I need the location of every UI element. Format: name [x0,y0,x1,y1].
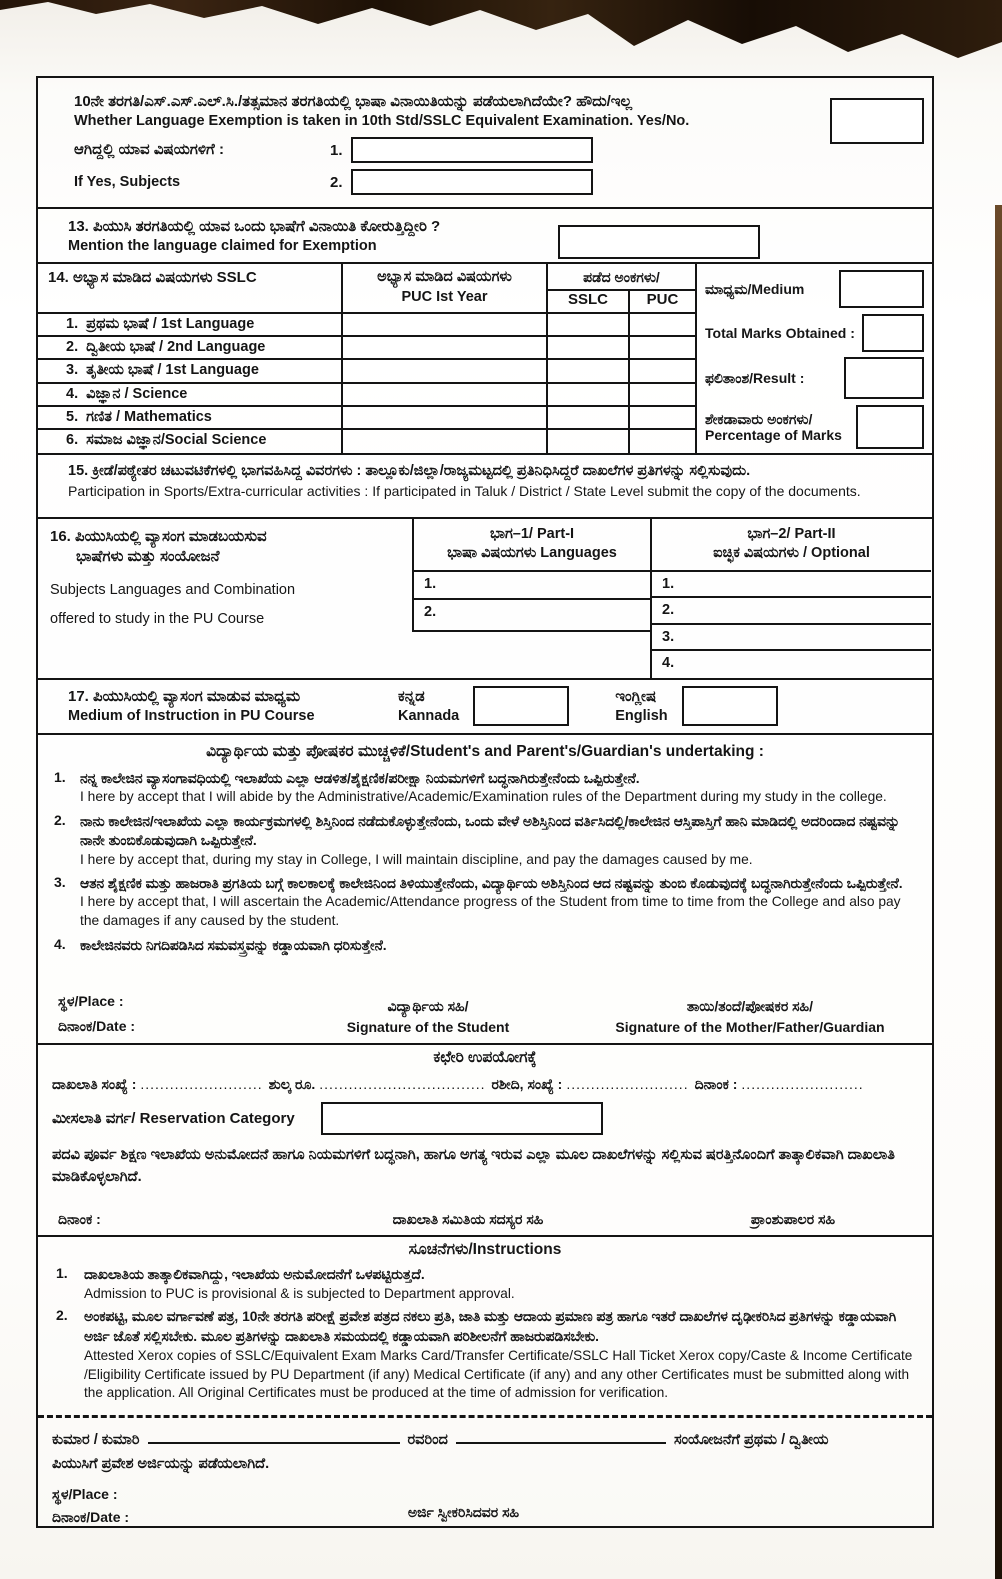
admission-no-label: ದಾಖಲಾತಿ ಸಂಖ್ಯೆ : [52,1076,137,1093]
section-15-sports [38,455,932,518]
section-13-language-claimed [38,209,932,264]
col-sslc-subheader: SSLC [548,291,630,314]
sslc-marks-cell[interactable] [548,430,630,453]
fee-fill[interactable]: .................................. [319,1076,486,1093]
sslc-marks-cell[interactable] [548,337,630,360]
result-input-box[interactable] [844,357,924,399]
reservation-row [52,1102,918,1135]
part2-row-1[interactable]: 1. [652,572,931,599]
puc-marks-cell[interactable] [630,360,697,383]
receipt-no-label: ರಶೀದಿ, ಸಂಖ್ಯೆ : [491,1076,563,1093]
puc-marks-cell[interactable] [630,337,697,360]
slip-bottom-row [52,1480,918,1526]
fee-label: ಶುಲ್ಕ ರೂ. [268,1076,316,1093]
course-fill-line[interactable] [456,1428,666,1444]
section-14-subjects-table [38,264,932,455]
kannada-medium-checkbox[interactable] [473,686,569,726]
q17-label [68,687,398,726]
row-label: ಗಣಿತ / Mathematics [86,408,212,425]
part2-row-3[interactable]: 3. [652,625,931,652]
col-puc-header-kn: ಅಭ್ಯಾಸ ಮಾಡಿದ ವಿಷಯಗಳು [377,269,512,286]
kannada-label-kn: ಕನ್ನಡ [398,687,425,705]
slip-place-date [52,1480,129,1526]
item-number: 3. [54,874,66,891]
item-text-kn: ನಾನು ಕಾಲೇಜಿನ/ಇಲಾಖೆಯ ಎಲ್ಲಾ ಕಾರ್ಯಕ್ರಮಗಳಲ್ಲಿ ಶಿಸ್ತಿನಿಂದ ನಡೆದುಕೊಳ್ಳುತ್ತೇನೆಂದು, ಒಂದು ವೇಳೆ ಅಶಿಸ್ತಿನಿಂದ ವರ್ತಿಸಿದಲ್ಲಿ/ಕಾಲೇಜಿನ ಆಸ್ತಿಪಾಸ್ತಿಗೆ ಹಾನಿ ಮಾಡಿದಲ್ಲಿ ಅದರಿಂದಾದ ನಷ್ಟವನ್ನು ನಾನೇ ತುಂಬಿಕೊಡುವುದಾಗಿ ಒಪ್ಪಿರುತ್ತೇನೆ. [80,813,900,849]
puc-marks-cell[interactable] [630,384,697,407]
row-label: ತೃತೀಯ ಭಾಷೆ / 1st Language [86,362,259,379]
puc-subject-cell[interactable] [343,384,548,407]
q17-label-en: Medium of Instruction in PU Course [68,707,315,724]
sslc-marks-cell[interactable] [548,314,630,337]
office-provisional-paragraph: ಪದವಿ ಪೂರ್ವ ಶಿಕ್ಷಣ ಇಲಾಖೆಯ ಅನುಮೋದನೆ ಹಾಗೂ ನಿಯಮಗಳಿಗೆ ಬದ್ಧನಾಗಿ, ಹಾಗೂ ಅಗತ್ಯ ಇರುವ ಎಲ್ಲಾ ಮೂಲ ದಾಖಲೆಗಳನ್ನು ಸಲ್ಲಿಸುವ ಷರತ್ತಿನೊಂದಿಗೆ ತಾತ್ಕಾಲಿಕವಾಗಿ ದಾಖಲಾತಿ ಮಾಡಿಕೊಳ್ಳಲಾಗಿದೆ. [52,1147,895,1186]
kumar-label: ಕುಮಾರ / ಕುಮಾರಿ [52,1432,140,1449]
puc-marks-cell[interactable] [630,430,697,453]
part2-optional-column [650,519,931,680]
section-17-medium [38,680,932,735]
item-text-en: Admission to PUC is provisional & is subjected to Department approval. [84,1286,515,1302]
part1-languages-column [412,519,650,632]
undertaking-item [48,769,922,807]
q15-label-en: Participation in Sports/Extra-curricular activities : If participated in Taluk / District / State Level submit the copy of the documents. [68,482,861,499]
q15-label-kn: 15. ಕ್ರೀಡೆ/ಪಠ್ಯೇತರ ಚಟುವಟಿಕೆಗಳಲ್ಲಿ ಭಾಗವಹಿಸಿದ್ದ ವಿವರಗಳು : ತಾಲ್ಲೂಕು/ಜಿಲ್ಲಾ/ರಾಜ್ಯಮಟ್ಟದಲ್ಲಿ ಪ್ರತಿನಿಧಿಸಿದ್ದರೆ ದಾಖಲೆಗಳ ಪ್ರತಿಗಳನ್ನು ಸಲ್ಲಿಸುವುದು. [68,463,751,480]
parent-sig-kn: ತಾಯಿ/ತಂದೆ/ಪೋಷಕರ ಸಹಿ/ [686,998,814,1015]
section-office-use [38,1045,932,1237]
item-text-kn: ಅಂಕಪಟ್ಟಿ, ಮೂಲ ವರ್ಗಾವಣೆ ಪತ್ರ, 10ನೇ ತರಗತಿ ಪರೀಕ್ಷೆ ಪ್ರವೇಶ ಪತ್ರದ ನಕಲು ಪ್ರತಿ, ಜಾತಿ ಮತ್ತು ಆದಾಯ ಪ್ರಮಾಣ ಪತ್ರ ಹಾಗೂ ಇತರೆ ದಾಖಲೆಗಳ ದೃಢೀಕರಿಸಿದ ಪ್ರತಿಗಳನ್ನು ಕಡ್ಡಾಯವಾಗಿ ಅರ್ಜಿ ಜೊತೆ ಸಲ್ಲಿಸಬೇಕು. ಮೂಲ ಪ್ರತಿಗಳನ್ನು ದಾಖಲಾತಿ ಸಮಯದಲ್ಲಿ ಕಡ್ಡಾಯವಾಗಿ ಪರಿಶೀಲನೆಗೆ ಹಾಜರುಪಡಿಸಬೇಕು. [84,1309,897,1345]
col-subjects-sslc-header: 14. ಅಭ್ಯಾಸ ಮಾಡಿದ ವಿಷಯಗಳು SSLC [38,264,343,314]
percentage-label-en: Percentage of Marks [705,427,842,444]
from-label: ರವರಿಂದ [407,1432,448,1449]
puc-subject-cell[interactable] [343,314,548,337]
part2-title: ಭಾಗ–2/ Part-II [747,525,836,542]
item-text-kn: ಕಾಲೇಜಿನವರು ನಿಗದಿಪಡಿಸಿದ ಸಮವಸ್ತ್ರವನ್ನು ಕಡ್ಡಾಯವಾಗಿ ಧರಿಸುತ್ತೇನೆ. [80,937,387,953]
instructions-title: ಸೂಚನೆಗಳು/Instructions [408,1241,562,1259]
row-label: ದ್ವಿತೀಯ ಭಾಷೆ / 2nd Language [86,339,266,356]
subjects-marks-table [38,264,932,453]
slip-line2: ಪಿಯುಸಿಗೆ ಪ್ರವೇಶ ಅರ್ಜಿಯನ್ನು ಪಡೆಯಲಾಗಿದೆ. [52,1456,270,1473]
item-number: 1. [56,1265,68,1282]
percentage-input-box[interactable] [856,405,924,449]
item-text-kn: ನನ್ನ ಕಾಲೇಜಿನ ವ್ಯಾಸಂಗಾವಧಿಯಲ್ಲಿ ಇಲಾಖೆಯ ಎಲ್ಲಾ ಆಡಳಿತ/ಶೈಕ್ಷಣಿಕ/ಪರೀಕ್ಷಾ ನಿಯಮಗಳಿಗೆ ಬದ್ಧನಾಗಿರುತ್ತೇನೆಂದು ಒಪ್ಪಿರುತ್ತೇನೆ. [80,770,640,786]
q16-left-text [50,527,406,629]
q13-language-input-box[interactable] [558,225,760,259]
undertaking-item [48,936,922,955]
instruction-item [48,1265,922,1303]
item-number: 4. [54,935,66,952]
english-medium-checkbox[interactable] [682,686,778,726]
puc-subject-cell[interactable] [343,407,548,430]
q16-label-kn2: ಭಾಷೆಗಳು ಮತ್ತು ಸಂಯೋಜನೆ [76,547,220,565]
exemption-question-en: Whether Language Exemption is taken in 10th Std/SSLC Equivalent Examination. Yes/No. [74,113,690,130]
undertaking-title: ವಿದ್ಯಾರ್ಥಿಯ ಮತ್ತು ಪೋಷಕರ ಮುಚ್ಚಳಿಕೆ/Student's and Parent's/Guardian's undertaking : [206,742,764,760]
english-label-en: English [615,707,668,724]
item-text-en: I here by accept that, during my stay in College, I will maintain discipline, and pay the damages caused by me. [80,851,753,867]
item-text-kn: ಆತನ ಶೈಕ್ಷಣಿಕ ಮತ್ತು ಹಾಜರಾತಿ ಪ್ರಗತಿಯ ಬಗ್ಗೆ ಕಾಲಕಾಲಕ್ಕೆ ಕಾಲೇಜಿನಿಂದ ತಿಳಿಯುತ್ತೇನೆಂದು, ವಿದ್ಯಾರ್ಥಿಯ ಅಶಿಸ್ತಿನಿಂದ ಆದ ನಷ್ಟವನ್ನು ತುಂಬಿ ಕೊಡುವುದಕ್ಕೆ ಬದ್ಧನಾಗಿರುತ್ತೇನೆಂದು ಒಪ್ಪಿರುತ್ತೇನೆ. [80,876,903,892]
col-puc-subheader: PUC [630,291,697,314]
part2-header [652,519,931,572]
row-no: 6. [66,432,79,448]
office-use-title: ಕಛೇರಿ ಉಪಯೋಗಕ್ಕೆ [433,1049,537,1067]
undertaking-item [48,812,922,869]
section-acknowledgment-slip [38,1415,932,1526]
parent-sig-en: Signature of the Mother/Father/Guardian [615,1019,885,1036]
subject-row-label [38,407,343,430]
row-no: 1. [66,316,79,333]
slip-line1 [52,1428,918,1448]
marks-summary-panel [697,264,932,453]
committee-signature-label[interactable]: ದಾಖಲಾತಿ ಸಮಿತಿಯ ಸದಸ್ಯರ ಸಹಿ [392,1210,544,1227]
q17-label-kn: 17. ಪಿಯುಸಿಯಲ್ಲಿ ವ್ಯಾಸಂಗ ಮಾಡುವ ಮಾಧ್ಯಮ [68,687,301,705]
subject1-input-box[interactable] [351,137,593,163]
subject-row-label [38,384,343,407]
section-language-exemption [38,78,932,209]
place-date-block [48,985,278,1035]
row-no: 5. [66,408,79,425]
sslc-marks-cell[interactable] [548,407,630,430]
admission-no-fill[interactable]: ......................... [140,1076,263,1093]
part1-row-2[interactable]: 2. [424,603,437,620]
col-puc-header-en: PUC Ist Year [401,288,488,305]
subject2-input-box[interactable] [351,169,593,195]
q13-label-en: Mention the language claimed for Exemption [68,237,377,254]
parent-signature-block[interactable] [578,998,922,1035]
undertaking-item [48,874,922,931]
part1-subtitle: ಭಾಷಾ ವಿಷಯಗಳು Languages [447,545,617,562]
item-text-en: Attested Xerox copies of SSLC/Equivalent Exam Marks Card/Transfer Certificate/SSLC Hall Ticket Xerox copy/Caste & Income Certificate /Eligibility Certificate issued by PU Department (if any) Medical Certificate (if any) and any other Certificates must be submitted along with the application. All Original Certificates must be produced at the time of admission for verification. [84,1348,913,1401]
section-16-combination [38,519,932,680]
part2-row-4[interactable]: 4. [662,655,675,672]
receipt-no-fill[interactable]: ......................... [566,1076,689,1093]
student-sig-kn: ವಿದ್ಯಾರ್ಥಿಯ ಸಹಿ/ [387,998,469,1015]
row-no: 2. [66,339,79,356]
english-option-label [615,687,667,726]
student-name-fill-line[interactable] [148,1428,400,1444]
part2-row-2[interactable]: 2. [652,598,931,625]
item-number: 2. [56,1307,68,1324]
admission-form-sheet [36,76,934,1528]
item-text-en: I here by accept that, I will ascertain the Academic/Attendance progress of the Student from time to time from the College and also pay the damages if any caused by the student. [80,894,901,929]
part2-subtitle: ಐಚ್ಛಿಕ ವಿಷಯಗಳು / Optional [713,545,870,562]
subject-row-label [38,314,343,337]
office-date-fill[interactable]: ......................... [741,1076,864,1093]
item-text-en: I here by accept that I will abide by the Administrative/Academic/Examination rules of the Department during my study in the college. [80,789,887,805]
photo-background-torn-edge [0,0,1002,64]
q13-label-kn: 13. ಪಿಯುಸಿ ತರಗತಿಯಲ್ಲಿ ಯಾವ ಒಂದು ಭಾಷೆಗೆ ವಿನಾಯಿತಿ ಕೋರುತ್ತಿದ್ದೀರಿ ? [68,217,441,235]
puc-subject-cell[interactable] [343,430,548,453]
slip-place-label: ಸ್ಥಳ/Place : [52,1486,118,1503]
office-date2-label: ದಿನಾಂಕ : [58,1210,101,1227]
percentage-label-kn: ಶೇಕಡಾವಾರು ಅಂಕಗಳು/ [705,411,813,428]
q16-label-kn1: 16. ಪಿಯುಸಿಯಲ್ಲಿ ವ್ಯಾಸಂಗ ಮಾಡಬಯಸುವ [50,527,267,545]
kannada-label-en: Kannada [398,707,460,724]
section-instructions [38,1237,932,1415]
application-receiver-signature[interactable]: ಅರ್ಜಿ ಸ್ವೀಕರಿಸಿದವರ ಸಹಿ [407,1504,520,1521]
office-date-label: ದಿನಾಂಕ : [694,1076,738,1093]
sslc-marks-cell[interactable] [548,360,630,383]
english-label-kn: ಇಂಗ್ಲೀಷ [615,687,657,705]
percentage-label [705,411,842,443]
total-marks-input-box[interactable] [862,314,924,352]
row-no: 3. [66,362,79,379]
row-label: ವಿಜ್ಞಾನ / Science [86,385,188,402]
subject2-number: 2. [330,173,343,191]
item-number: 1. [54,768,66,785]
principal-signature-label[interactable]: ಪ್ರಾಂಶುಪಾಲರ ಸಹಿ [750,1210,836,1227]
puc-subject-cell[interactable] [343,337,548,360]
reservation-input-box[interactable] [321,1102,603,1135]
instruction-item [48,1307,922,1402]
col-puc-header [343,264,548,314]
subject-row-label [38,337,343,360]
exemption-question-kn: 10ನೇ ತರಗತಿ/ಎಸ್.ಎಸ್.ಎಲ್.ಸಿ./ತತ್ಸಮಾನ ತರಗತಿಯಲ್ಲಿ ಭಾಷಾ ವಿನಾಯಿತಿಯನ್ನು ಪಡೆಯಲಾಗಿದೆಯೇ? ಹೌದು/ಇಲ್ಲ [74,93,633,110]
puc-marks-cell[interactable] [630,407,697,430]
row-no: 4. [66,385,79,402]
section-undertaking [38,735,932,1045]
student-sig-en: Signature of the Student [346,1019,510,1036]
subject1-number: 1. [330,141,343,159]
place-label: ಸ್ಥಳ/Place : [58,993,124,1010]
if-yes-label-en: If Yes, Subjects [74,173,181,190]
puc-subject-cell[interactable] [343,360,548,383]
part1-header [414,519,650,572]
subject-row-label [38,360,343,383]
office-numbers-line [52,1075,918,1094]
photo-background-right-edge [995,205,1002,1579]
item-number: 2. [54,811,66,828]
total-marks-label: Total Marks Obtained : [705,324,855,341]
exemption-yesno-box[interactable] [830,98,924,144]
q16-label-en1: Subjects Languages and Combination [50,582,296,599]
slip-date-label: ದಿನಾಂಕ/Date : [52,1509,130,1526]
combination-label: ಸಂಯೋಜನೆಗೆ ಪ್ರಥಮ / ದ್ವಿತೀಯ [673,1432,829,1449]
puc-marks-cell[interactable] [630,314,697,337]
subject-row-label [38,430,343,453]
date-label: ದಿನಾಂಕ/Date : [58,1018,136,1035]
medium-input-box[interactable] [839,270,924,308]
q16-label-en2: offered to study in the PU Course [50,610,265,627]
row-label: ಪ್ರಥಮ ಭಾಷೆ / 1st Language [86,316,255,333]
student-signature-block[interactable] [278,998,578,1035]
sslc-marks-cell[interactable] [548,384,630,407]
item-text-kn: ದಾಖಲಾತಿಯ ತಾತ್ಕಾಲಿಕವಾಗಿದ್ದು, ಇಲಾಖೆಯ ಅನುಮೋದನೆಗೆ ಒಳಪಟ್ಟಿರುತ್ತದೆ. [84,1267,425,1283]
reservation-label: ಮೀಸಲಾತಿ ವರ್ಗ/ Reservation Category [52,1109,295,1127]
result-label: ಫಲಿತಾಂಶ/Result : [705,370,805,387]
kannada-option-label [398,687,459,726]
medium-label: ಮಾಧ್ಯಮ/Medium [705,281,805,298]
col-marks-header: ಪಡೆದ ಅಂಕಗಳು/ [548,264,697,291]
undertaking-signature-row [48,985,922,1035]
office-signature-row [52,1211,918,1228]
part1-title: ಭಾಗ–1/ Part-I [489,525,575,542]
if-yes-label-kn: ಆಗಿದ್ದಲ್ಲಿ ಯಾವ ವಿಷಯಗಳಿಗೆ : [74,140,224,158]
part1-row-1[interactable]: 1. [414,572,650,600]
row-label: ಸಮಾಜ ವಿಜ್ಞಾನ/Social Science [86,432,267,448]
